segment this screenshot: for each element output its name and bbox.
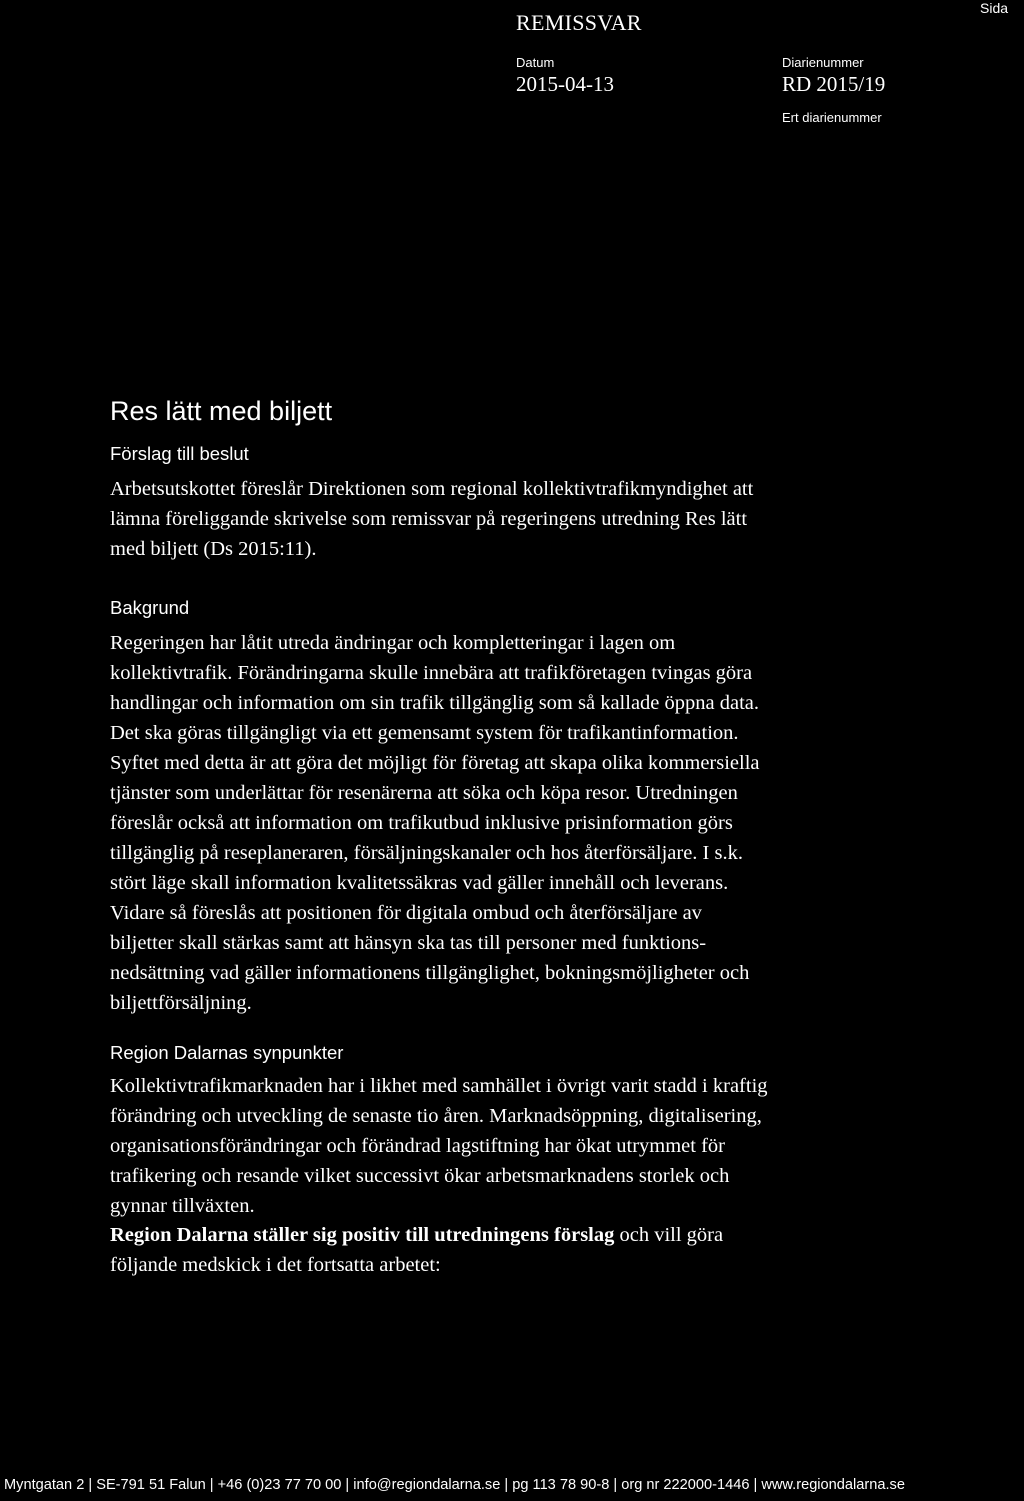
views-heading: Region Dalarnas synpunkter — [110, 1042, 344, 1063]
background-heading: Bakgrund — [110, 597, 190, 618]
date-value: 2015-04-13 — [516, 72, 614, 96]
text-line: Kollektivtrafikmarknaden har i likhet med samhället i övrigt varit stadd i kraftig — [110, 1075, 768, 1097]
text-line: Regeringen har låtit utreda ändringar och kompletteringar i lagen om — [110, 632, 676, 654]
footer-contact-info: Myntgatan 2 | SE-791 51 Falun | +46 (0)23 77 70 00 | info@regiondalarna.se | pg 113 78 90-8 | org nr 222000-1446 | www.regiondalarna.se — [4, 1477, 905, 1493]
text-line: Det ska göras tillgängligt via ett gemensamt system för trafikantinformation. — [110, 722, 739, 744]
date-label: Datum — [516, 55, 555, 70]
text-line: Arbetsutskottet föreslår Direktionen som regional kollektivtrafikmyndighet att — [110, 478, 754, 500]
text-line: stört läge skall information kvalitetssäkras vad gäller innehåll och leverans. — [110, 872, 729, 894]
document-title: Res lätt med biljett — [110, 396, 333, 426]
text-line: tillgänglig på reseplaneraren, försäljningskanaler och hos återförsäljare. I s.k. — [110, 842, 743, 864]
background-paragraph — [110, 628, 900, 1018]
text-line: föreslår också att information om trafikutbud inklusive prisinformation görs — [110, 812, 733, 834]
document-type-title: REMISSVAR — [516, 10, 642, 35]
text-line: kollektivtrafik. Förändringarna skulle innebära att trafikföretagen tvingas göra — [110, 662, 753, 684]
text-line: organisationsförändringar och förändrad lagstiftning har ökat utrymmet för — [110, 1135, 726, 1157]
registration-number-value: RD 2015/19 — [782, 72, 886, 96]
position-statement-bold: Region Dalarna ställer sig positiv till utredningens förslag — [110, 1224, 615, 1246]
text-line: nedsättning vad gäller informationens tillgänglighet, bokningsmöjligheter och — [110, 962, 750, 984]
page-label: Sida — [980, 0, 1009, 16]
text-line: Vidare så föreslås att positionen för digitala ombud och återförsäljare av — [110, 902, 702, 924]
your-registration-number-label: Ert diarienummer — [782, 110, 882, 125]
text-line: biljetter skall stärkas samt att hänsyn ska tas till personer med funktions- — [110, 932, 707, 954]
text-line: med biljett (Ds 2015:11). — [110, 538, 317, 560]
text-line: Syftet med detta är att göra det möjligt för företag att skapa olika kommersiella — [110, 752, 760, 774]
registration-number-label: Diarienummer — [782, 55, 864, 70]
text-line: tjänster som underlättar för resenärerna att söka och köpa resor. Utredningen — [110, 782, 738, 804]
text-line: trafikering och resande vilket successivt ökar arbetsmarknadens storlek och — [110, 1165, 730, 1187]
text-line: handlingar och information om sin trafik tillgänglig som så kallade öppna data. — [110, 692, 760, 714]
text-line: förändring och utveckling de senaste tio åren. Marknadsöppning, digitalisering, — [110, 1105, 762, 1127]
views-paragraph — [110, 1071, 900, 1221]
text-line: lämna föreliggande skrivelse som remissvar på regeringens utredning Res lätt — [110, 508, 748, 530]
proposal-heading: Förslag till beslut — [110, 443, 249, 464]
text-line: följande medskick i det fortsatta arbetet: — [110, 1254, 441, 1276]
proposal-paragraph — [110, 474, 900, 564]
position-paragraph — [110, 1220, 900, 1280]
text-line: gynnar tillväxten. — [110, 1195, 255, 1217]
position-statement-rest: och vill göra — [614, 1224, 724, 1246]
text-line — [110, 1220, 900, 1250]
text-line: biljettförsäljning. — [110, 992, 252, 1014]
